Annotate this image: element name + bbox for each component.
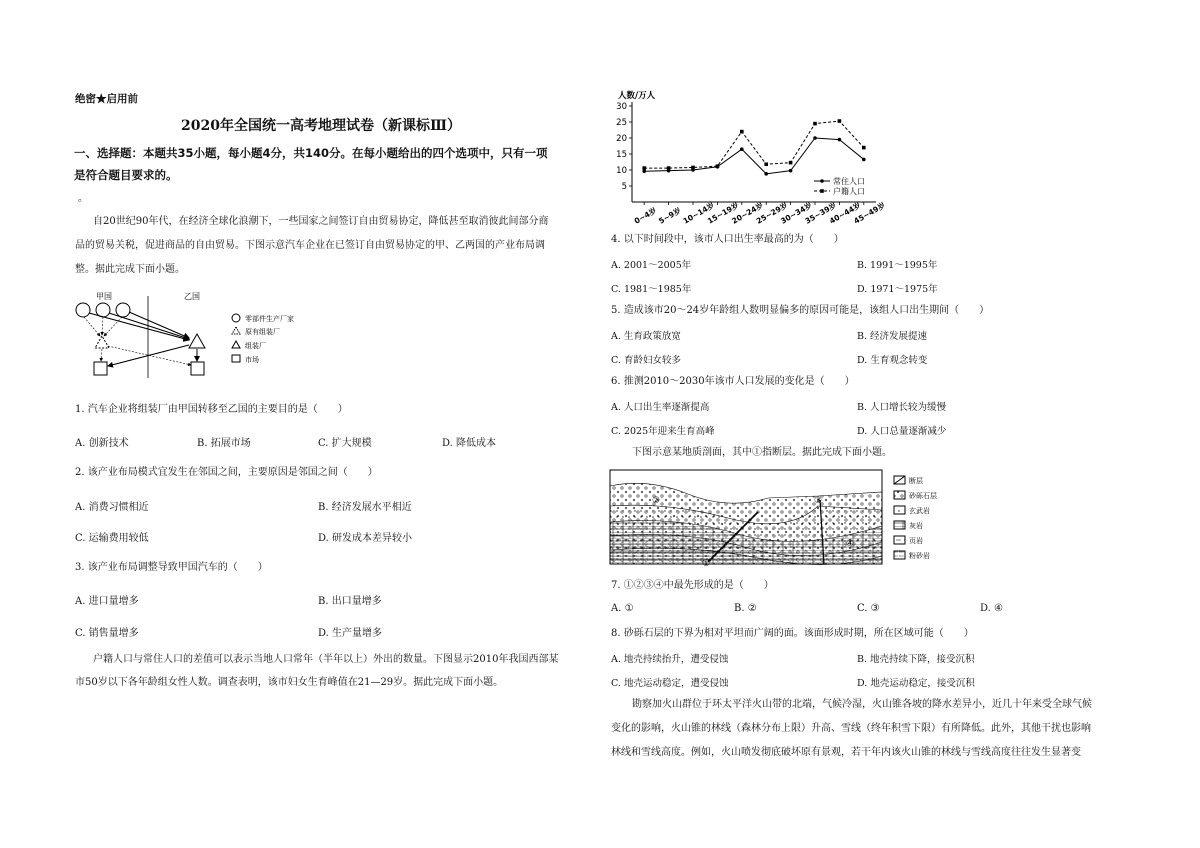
series-point xyxy=(740,130,744,134)
q4-option-a[interactable]: A. 2001～2005年 xyxy=(611,260,692,271)
industry-layout-diagram xyxy=(70,288,320,388)
original-assembly-plant xyxy=(95,336,109,348)
legend-marker xyxy=(820,179,824,183)
series-point xyxy=(838,138,842,142)
q1-option-b[interactable]: B. 拓展市场 xyxy=(197,438,251,449)
passage3-line1: 下图示意某地质剖面，其中①指断层。据此完成下面小题。 xyxy=(632,447,892,458)
label-2: ② xyxy=(652,496,661,506)
q2-stem: 2. 该产业布局模式宜发生在邻国之间，主要原因是邻国之间（ ） xyxy=(75,467,378,478)
label-1: ① xyxy=(702,559,711,569)
legend-siltstone: 粉砂岩 xyxy=(909,552,930,560)
q2-option-d[interactable]: D. 研发成本差异较小 xyxy=(318,533,413,544)
q7-option-a[interactable]: A. ① xyxy=(611,603,634,614)
q6-option-b[interactable]: B. 人口增长较为缓慢 xyxy=(857,402,947,413)
q4-option-c[interactable]: C. 1981～1985年 xyxy=(611,284,692,295)
secret-label: 绝密★启用前 xyxy=(75,93,138,105)
q6-option-c[interactable]: C. 2025年迎来生育高峰 xyxy=(611,426,715,437)
passage1-line2: 品的贸易关税，促进商品的自由贸易。下图示意汽车企业在已签订自由贸易协定的甲、乙两国的产业布局调 xyxy=(75,240,545,251)
label-3: ③ xyxy=(814,496,823,506)
legend-marker xyxy=(820,189,824,193)
legend-gravel: 砂砾石层 xyxy=(909,492,937,500)
q1-option-c[interactable]: C. 扩大规模 xyxy=(318,438,372,449)
q6-option-d[interactable]: D. 人口总量逐渐减少 xyxy=(857,426,947,437)
series-line-1 xyxy=(644,138,864,174)
y-tick-label: 5 xyxy=(621,182,627,192)
series-point xyxy=(813,122,817,126)
legend-original-plant: 原有组装厂 xyxy=(245,328,280,336)
q5-stem: 5. 造成该市20～24岁年龄组人数明显偏多的原因可能是，该组人口出生期间（ ） xyxy=(611,305,990,316)
x-tick-label: 15~19岁 xyxy=(705,200,741,226)
q7-option-b[interactable]: B. ② xyxy=(734,603,757,614)
q3-option-b[interactable]: B. 出口量增多 xyxy=(318,596,382,607)
series-point xyxy=(740,147,744,151)
q6-option-a[interactable]: A. 人口出生率逐渐提高 xyxy=(611,402,710,413)
country-b-label: 乙国 xyxy=(184,292,200,301)
q1-option-d[interactable]: D. 降低成本 xyxy=(442,438,497,449)
q4-option-d[interactable]: D. 1971～1975年 xyxy=(857,284,938,295)
parts-supplier-3 xyxy=(116,303,130,317)
series-point xyxy=(789,169,793,173)
q5-option-c[interactable]: C. 育龄妇女较多 xyxy=(611,355,681,366)
new-assembly-plant xyxy=(189,334,205,348)
series-point xyxy=(691,166,695,170)
section-instruction-line2: 是符合题目要求的。 xyxy=(74,168,178,182)
parts-supplier-1 xyxy=(76,303,90,317)
y-tick-label: 15 xyxy=(616,150,627,160)
exam-title: 2020年全国统一高考地理试卷（新课标Ⅲ） xyxy=(181,118,462,134)
passage1-line1: 自20世纪90年代，在经济全球化浪潮下，一些国家之间签订自由贸易协定，降低甚至取消彼此间部分商 xyxy=(93,216,549,227)
series-point xyxy=(667,166,671,170)
q1-option-a[interactable]: A. 创新技术 xyxy=(75,438,129,449)
q7-stem: 7. ①②③④中最先形成的是（ ） xyxy=(611,580,774,591)
q3-stem: 3. 该产业布局调整导致甲国汽车的（ ） xyxy=(75,562,268,573)
series-point xyxy=(789,161,793,165)
q6-stem: 6. 推测2010～2030年该市人口发展的变化是（ ） xyxy=(611,376,855,387)
legend-market: 市场 xyxy=(245,356,259,364)
q5-option-a[interactable]: A. 生育政策放宽 xyxy=(611,331,681,342)
q5-option-d[interactable]: D. 生育观念转变 xyxy=(857,355,928,366)
y-tick-label: 25 xyxy=(616,118,627,128)
legend-parts: 零部件生产厂家 xyxy=(245,315,294,323)
legend-label: 户籍人口 xyxy=(833,187,865,196)
series-point xyxy=(716,164,720,168)
q8-option-a[interactable]: A. 地壳持续抬升，遭受侵蚀 xyxy=(611,654,729,665)
q8-option-b[interactable]: B. 地壳持续下降，接受沉积 xyxy=(857,654,975,665)
q8-option-c[interactable]: C. 地壳运动稳定，遭受侵蚀 xyxy=(611,678,729,689)
legend-label: 常住人口 xyxy=(833,177,865,186)
legend-shale: 页岩 xyxy=(909,537,923,545)
passage2-line1: 户籍人口与常住人口的差值可以表示当地人口常年（半年以上）外出的数量。下图显示2010年我国西部某 xyxy=(93,654,559,665)
passage4-line3: 林线和雪线高度。例如，火山喷发彻底破坏原有景观，若干年内该火山锥的林线与雪线高度往往发生显著变 xyxy=(611,747,1081,758)
y-tick-label: 10 xyxy=(616,166,627,176)
passage4-line2: 变化的影响，火山锥的林线（森林分布上限）升高、雪线（终年积雪下限）有所降低。此外，其他干扰也影响 xyxy=(611,723,1091,734)
q8-stem: 8. 砂砾石层的下界为相对平坦而广阔的面。该面形成时期，所在区域可能（ ） xyxy=(611,628,974,639)
series-point xyxy=(764,172,768,176)
q3-option-d[interactable]: D. 生产量增多 xyxy=(318,628,383,639)
x-tick-label: 25~29岁 xyxy=(754,200,790,226)
q8-option-d[interactable]: D. 地壳运动稳定，接受沉积 xyxy=(857,678,975,689)
series-point xyxy=(764,162,768,166)
country-a-label: 甲国 xyxy=(96,292,112,301)
series-point xyxy=(813,136,817,140)
q2-option-b[interactable]: B. 经济发展水平相近 xyxy=(318,502,412,513)
y-tick-label: 30 xyxy=(616,102,627,112)
stray-mark: 。 xyxy=(78,193,88,204)
q4-option-b[interactable]: B. 1991～1995年 xyxy=(857,260,938,271)
q2-option-c[interactable]: C. 运输费用较低 xyxy=(75,533,149,544)
series-point xyxy=(642,169,646,173)
legend-fault: 断层 xyxy=(909,477,923,485)
x-tick-label: 45~49岁 xyxy=(852,200,887,226)
q1-stem: 1. 汽车企业将组装厂由甲国转移至乙国的主要目的是（ ） xyxy=(75,404,348,415)
q7-option-d[interactable]: D. ④ xyxy=(980,603,1003,614)
passage1-line3: 整。据此完成下面小题。 xyxy=(75,264,185,275)
legend-limestone: 灰岩 xyxy=(909,522,923,530)
passage4-line1: 勘察加火山群位于环太平洋火山带的北端，气候冷湿，火山锥各坡的降水差异小，近几十年来受全球气候 xyxy=(632,699,1092,710)
series-point xyxy=(862,158,866,162)
series-point xyxy=(838,119,842,123)
series-point xyxy=(862,146,866,150)
geologic-cross-section xyxy=(608,466,956,570)
section-instruction-line1: 一、选择题：本题共35小题，每小题4分，共140分。在每小题给出的四个选项中，只有一项 xyxy=(74,146,548,160)
series-point xyxy=(642,166,646,170)
x-tick-label: 30~34岁 xyxy=(779,200,814,226)
chart-ylabel: 人数/万人 xyxy=(618,91,656,101)
population-line-chart xyxy=(608,86,898,232)
q5-option-b[interactable]: B. 经济发展提速 xyxy=(857,331,928,342)
q4-stem: 4. 以下时间段中，该市人口出生率最高的为（ ） xyxy=(611,234,844,245)
market-a xyxy=(94,362,107,375)
x-tick-label: 20~24岁 xyxy=(730,200,765,226)
q2-option-a[interactable]: A. 消费习惯相近 xyxy=(75,502,149,513)
x-tick-label: 5~9岁 xyxy=(657,205,683,226)
x-tick-label: 40~44岁 xyxy=(827,200,863,226)
passage2-line2: 市50岁以下各年龄组女性人数。调查表明，该市妇女生育峰值在21—29岁。据此完成下面小题。 xyxy=(75,677,504,688)
market-b xyxy=(191,362,204,375)
x-tick-label: 35~39岁 xyxy=(803,200,839,226)
q3-option-a[interactable]: A. 进口量增多 xyxy=(75,596,139,607)
q7-option-c[interactable]: C. ③ xyxy=(857,603,880,614)
x-tick-label: 0~4岁 xyxy=(632,205,659,226)
legend-plant: 组装厂 xyxy=(245,342,266,350)
x-tick-label: 10~14岁 xyxy=(681,200,717,226)
y-tick-label: 20 xyxy=(616,134,627,144)
legend-basalt: 玄武岩 xyxy=(909,507,930,515)
label-4: ④ xyxy=(846,539,855,549)
q3-option-c[interactable]: C. 销售量增多 xyxy=(75,628,139,639)
